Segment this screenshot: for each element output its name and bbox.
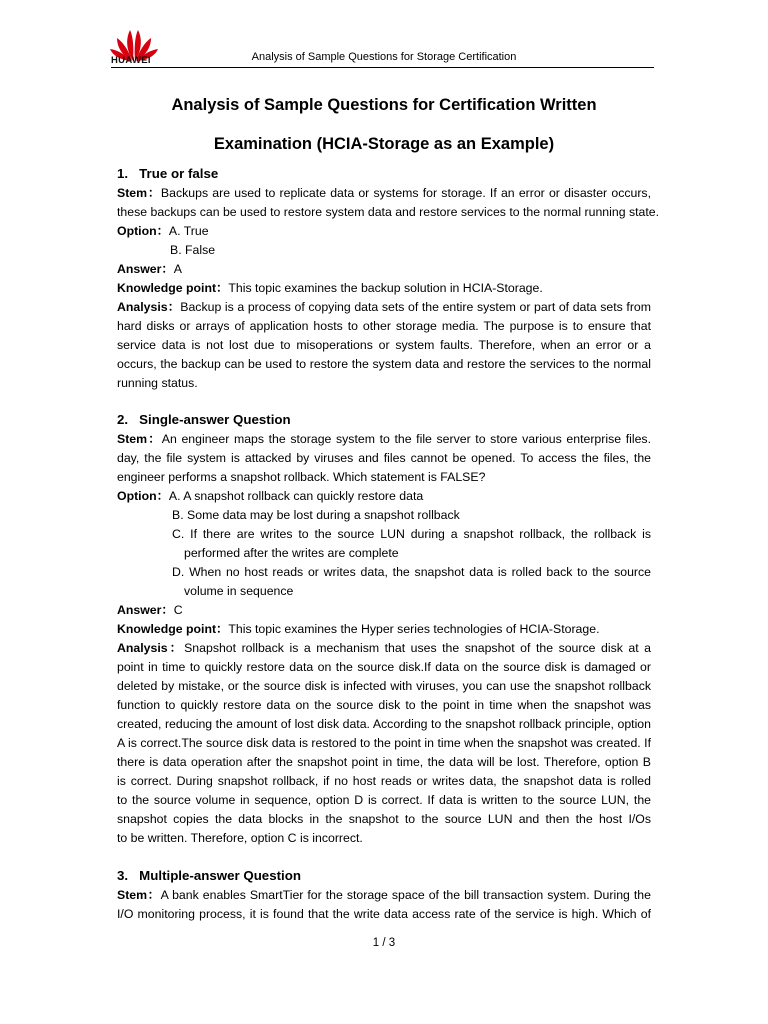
q1-analysis-line-4: occurs, the backup can be used to restore the system data and restore the services to the normal [117,357,651,371]
q2-stem-line-1 [117,430,651,449]
q2-option-d-line-2: volume in sequence [184,584,294,598]
q2-analysis-line-2: point in time to quickly restore data on the source disk.If data on the source disk is damaged or [117,660,651,674]
q1-knowledge-point-text: This topic examines the backup solution in HCIA-Storage. [228,281,543,295]
q2-analysis-text: Snapshot rollback is a mechanism that uses the snapshot of the source disk at a [184,641,651,655]
q1-stem-line-1 [117,184,651,203]
q1-answer [117,260,651,279]
analysis-label: Analysis： [117,641,185,655]
option-label: Option： [117,224,169,238]
stem-label: Stem： [117,432,162,446]
q3-stem-text: A bank enables SmartTier for the storage space of the bill transaction system. During the [160,888,651,902]
q2-option-a [117,487,651,506]
q2-option-a-text: A. A snapshot rollback can quickly restore data [168,489,424,503]
stem-label: Stem： [117,186,161,200]
q1-analysis-line-5: running status. [117,376,198,390]
q2-analysis-line-3: deleted by mistake, or the source disk is infected with viruses, you can use the snapshot rollback [117,679,651,693]
q2-analysis-line-10: snapshot copies the data blocks in the snapshot to the source LUN and then the host I/Os [117,812,651,826]
stem-label: Stem： [117,888,161,902]
q2-knowledge-point [117,620,651,639]
q3-stem-line-2: I/O monitoring process, it is found that the write data access rate of the service is high. Which of [117,907,651,921]
q1-stem-text: Backups are used to replicate data or systems for storage. If an error or disaster occurs, [160,186,651,200]
q2-analysis-line-9: to the source volume in sequence, option D is correct. If data is written to the source LUN, the [117,793,651,807]
q2-stem-line-3: engineer performs a snapshot rollback. Which statement is FALSE? [117,470,486,484]
q1-analysis-line-2: hard disks or arrays of application hosts to other storage media. The purpose is to ensure that [117,319,651,333]
document-title-line-1: Analysis of Sample Questions for Certification Written [171,96,597,114]
q2-analysis-line-11: to be written. Therefore, option C is incorrect. [117,831,363,845]
answer-label: Answer： [117,603,174,617]
q2-option-c-line-1: C. If there are writes to the source LUN during a snapshot rollback, the rollback is [172,527,651,541]
q3-stem-line-1 [117,886,651,905]
q2-analysis-line-1 [117,639,651,658]
analysis-label: Analysis： [117,300,181,314]
knowledge-point-label: Knowledge point： [117,281,229,295]
knowledge-point-label: Knowledge point： [117,622,229,636]
question-3-section [117,865,651,924]
q1-option-a [117,222,651,241]
q1-analysis-text: Backup is a process of copying data sets of the entire system or part of data sets from [180,300,651,314]
q2-stem-text: An engineer maps the storage system to the file server to store various enterprise files. [161,432,651,446]
brand-wordmark: HUAWEI [111,55,151,66]
q2-option-d-line-1: D. When no host reads or writes data, the snapshot data is rolled back to the source [172,565,651,579]
q2-analysis-line-4: function to quickly restore data on the source disk to the point in time when the snapshot was [117,698,651,712]
q2-option-b: B. Some data may be lost during a snapshot rollback [172,508,460,522]
q2-analysis-line-6: A is correct.The source disk data is restored to the point in time when the snapshot was created. If [117,736,651,750]
q1-analysis-line-3: service data is not lost due to misoperations or system faults. Therefore, when an error or a [117,338,651,352]
q2-answer-value: C [173,603,183,617]
document-title-line-2: Examination (HCIA-Storage as an Example) [213,135,555,153]
page-number: 1 / 3 [372,937,396,949]
header-divider [111,67,654,68]
q2-stem-line-2: day, the file system is attacked by viruses and files cannot be opened. To access the files, the [117,451,651,465]
q1-option-b: B. False [170,243,216,257]
q2-knowledge-point-text: This topic examines the Hyper series technologies of HCIA-Storage. [228,622,600,636]
q1-answer-value: A [173,262,182,276]
running-header-title: Analysis of Sample Questions for Storage Certification [251,51,517,63]
q1-knowledge-point [117,279,651,298]
q1-stem-line-2: these backups can be used to restore system data and restore services to the normal running state. [117,205,660,219]
q1-option-a-text: A. True [168,224,209,238]
question-2-heading: 2. Single-answer Question [117,412,291,427]
q2-analysis-line-7: there is data operation after the snapshot point in time, the data will be lost. Therefore, option B [117,755,651,769]
q2-option-c-line-2: performed after the writes are complete [184,546,399,560]
q1-analysis-line-1 [117,298,651,317]
q2-analysis-line-5: created, reducing the amount of lost disk data. According to the snapshot rollback principle, option [117,717,651,731]
option-label: Option： [117,489,169,503]
q2-analysis-line-8: is correct. During snapshot rollback, if no host reads or writes data, the snapshot data is rolled [117,774,651,788]
question-1-section [117,163,660,393]
question-3-heading: 3. Multiple-answer Question [117,868,301,883]
answer-label: Answer： [117,262,174,276]
q2-answer [117,601,651,620]
question-1-heading: 1. True or false [117,166,219,181]
question-2-section [117,409,651,848]
